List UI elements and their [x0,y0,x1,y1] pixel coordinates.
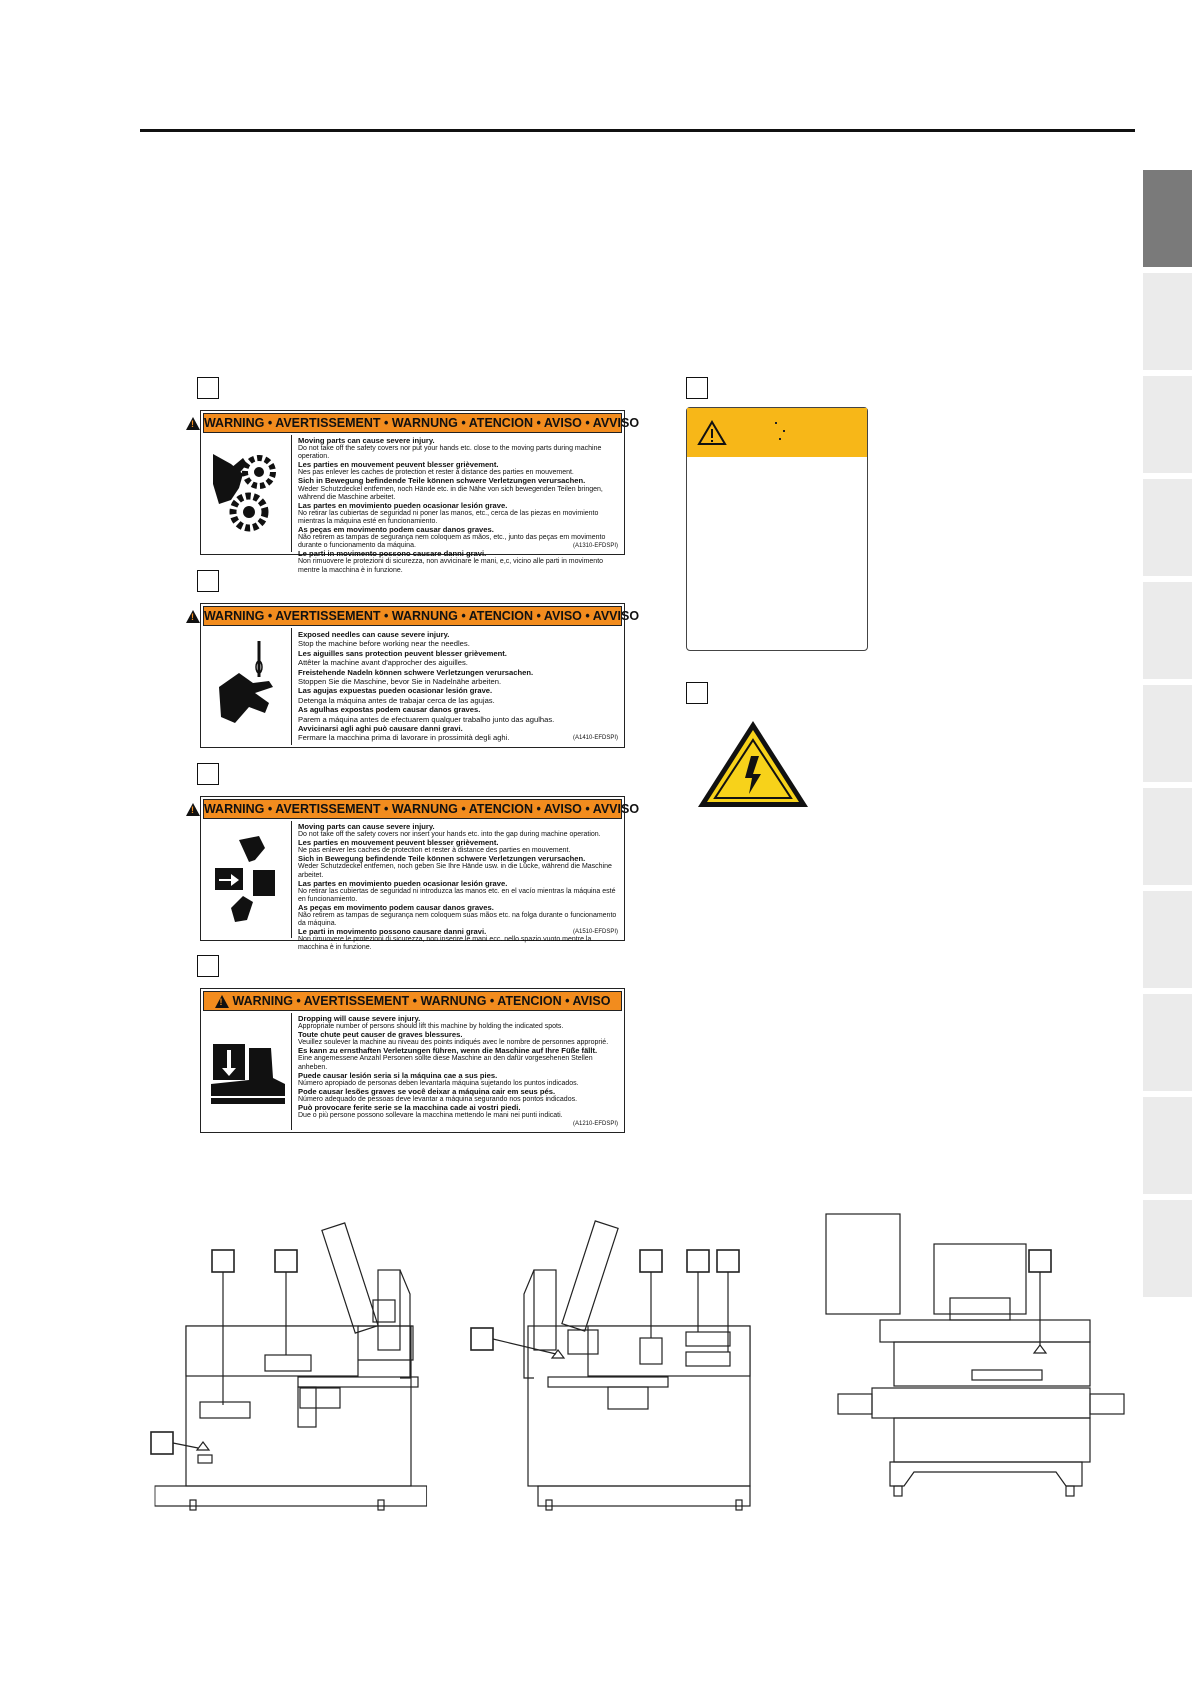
warning-triangle-icon [186,803,200,816]
warning-detail-line: Attêter la machine avant d'approcher des aiguilles. [298,658,468,668]
warning-detail-line: Nes pas enlever les caches de protection et rester à distance des parties en mouvement. [298,469,574,477]
warning-heading-line: Le parti in movimento possono causare danni gravi. [298,927,487,937]
warning-header [203,413,640,433]
side-tab-3[interactable] [1143,376,1192,473]
side-tab-7[interactable] [1143,788,1192,885]
warning-header [203,799,640,819]
warning-heading-line: As peças em movimento podem causar danos graves. [298,525,494,535]
label-code: (A1210-EFDSPI) [572,1120,618,1127]
header-rule [140,129,1135,132]
warning-text [298,822,620,952]
warning-heading-line: Las partes en movimiento pueden ocasionar lesión grave. [298,878,508,888]
label-number-box-4 [197,955,219,977]
warning-heading-line: Può provocare ferite serie se la macchina cade ai vostri piedi. [298,1103,521,1113]
warning-heading-line: Es kann zu ernsthaften Verletzungen führen, wenn die Maschine auf Ihre Füße fällt. [298,1046,598,1056]
label-number-box-2 [197,570,219,592]
warning-detail-line: Veuillez soulever la machine au niveau des points indiqués avec le nombre de personnes approprié. [298,1039,609,1047]
warning-triangle-icon [186,610,200,623]
warning-heading-line: Puede causar lesión seria si la máquina cae a sus pies. [298,1070,498,1080]
label-number-box-5 [686,377,708,399]
warning-detail-line: Número adequado de pessoas deve levantar a máquina segurando nos pontos indicados. [298,1095,578,1103]
warning-triangle-icon [215,995,229,1008]
label-code: (A1310-EFDSPI) [572,542,618,549]
side-tab-10[interactable] [1143,1097,1192,1194]
warning-label-moving-parts [200,410,640,574]
side-tab-2[interactable] [1143,273,1192,370]
warning-header [203,991,622,1011]
label-number-box-3 [197,763,219,785]
side-tab-4[interactable] [1143,479,1192,576]
warning-heading-line: Toute chute peut causer de graves blessures. [298,1030,463,1040]
caution-label [686,407,868,651]
warning-label-gap [200,796,640,952]
machine-front-diagram [820,1210,1130,1510]
warning-detail-line: Detenga la máquina antes de trabajar cerca de las agujas. [298,695,495,705]
warning-heading-line: Sich in Bewegung befindende Teile können schwere Verletzungen verursachen. [298,476,586,486]
warning-heading-line: As peças em movimento podem causar danos graves. [298,902,494,912]
warning-detail-line: Não retirem as tampas de segurança nem coloquem suas mãos etc. na folga durante o funcionamento da máquina. [298,912,617,928]
warning-heading-line: Les aiguilles sans protection peuvent blesser grièvement. [298,648,507,658]
hand-gears-icon [203,435,292,552]
warning-heading-line: Dropping will cause severe injury. [298,1014,421,1023]
hand-needle-icon [203,628,292,745]
warning-text [298,630,620,745]
warning-heading-line: Pode causar lesões graves se você deixar a máquina cair em seus pés. [298,1086,556,1096]
warning-heading-line: Exposed needles can cause severe injury. [298,630,450,639]
warning-heading-line: Moving parts can cause severe injury. [298,822,435,831]
warning-detail-line: Fermare la macchina prima di lavorare in prossimità degli aghi. [298,733,510,743]
side-tab-9[interactable] [1143,994,1192,1091]
caution-mark [775,422,777,424]
warning-detail-line: Ne pas enlever les caches de protection et rester à distance des parties en mouvement. [298,847,571,855]
warning-detail-line: Weder Schutzdeckel entfernen, noch geben Sie Ihre Hände usw. in die Lücke, während die Maschine arbeitet. [298,863,612,879]
side-tab-11[interactable] [1143,1200,1192,1297]
falling-load-foot-icon [203,1013,292,1130]
warning-heading-line: Las agujas expuestas pueden ocasionar lesión grave. [298,686,493,696]
warning-triangle-icon [186,417,200,430]
warning-heading-line: Le parti in movimento possono causare danni gravi. [298,549,487,559]
warning-detail-line: Non rimuovere le protezioni di sicurezza, non inserire le mani ecc. nello spazio vuoto mentre la macchina è in funzione. [298,936,592,952]
warning-detail-line: Stop the machine before working near the needles. [298,639,470,649]
warning-detail-line: Do not take off the safety covers nor insert your hands etc. into the gap during machine operation. [298,831,601,839]
warning-heading-line: Freistehende Nadeln können schwere Verletzungen verursachen. [298,667,534,677]
label-number-box-6 [686,682,708,704]
warning-detail-line: Appropriate number of persons should lift this machine by holding the indicated spots. [298,1023,564,1031]
warning-detail-line: Due o più persone possono sollevare la macchina mettendo le mani nei punti indicati. [298,1112,563,1120]
warning-detail-line: Stoppen Sie die Maschine, bevor Sie in Nadelnähe arbeiten. [298,677,502,687]
machine-right-side-diagram [468,1210,768,1510]
warning-header-text: WARNING • AVERTISSEMENT • WARNUNG • ATENCION • AVISO • AVVISO [203,802,640,816]
warning-detail-line: Número apropiado de personas deben levantarla máquina sujetando los puntos indicados. [298,1079,579,1087]
warning-heading-line: As agulhas expostas podem causar danos graves. [298,705,481,715]
warning-detail-line: Eine angemessene Anzahl Personen sollte diese Maschine an den dafür vorgesehenen Stellen anheben. [298,1055,593,1071]
warning-detail-line: No retirar las cubiertas de seguridad ni poner las manos, etc., cerca de las piezas en movimiento mientras la máquina esté en funcionamiento. [298,509,599,525]
machine-left-side-diagram [148,1210,448,1510]
warning-heading-line: Avvicinarsi agli aghi può causare danni gravi. [298,724,463,734]
warning-heading-line: Les parties en mouvement peuvent blesser grièvement. [298,838,499,848]
warning-header [203,606,640,626]
warning-detail-line: Não retirem as tampas de segurança nem coloquem as mãos, etc., junto das peças em movimento durante o funcionamento da máquina. [298,534,606,550]
warning-label-needles [200,603,640,748]
warning-detail-line: Weder Schutzdeckel entfernen, noch Hände etc. in die Nähe von sich bewegenden Teilen bringen, während die Maschine arbeitet. [298,485,603,501]
label-number-box-1 [197,377,219,399]
caution-triangle-icon [697,420,727,446]
warning-heading-line: Moving parts can cause severe injury. [298,436,435,445]
side-tab-1[interactable] [1143,170,1192,267]
side-tab-5[interactable] [1143,582,1192,679]
side-tab-6[interactable] [1143,685,1192,782]
warning-detail-line: Non rimuovere le protezioni di sicurezza, non avvicinare le mani, e,c, vicino alle parti in movimento mentre la macchina è in funzione. [298,558,604,574]
warning-heading-line: Sich in Bewegung befindende Teile können schwere Verletzungen verursachen. [298,854,586,864]
label-code: (A1410-EFDSPI) [572,734,618,741]
warning-label-dropping [200,988,625,1133]
warning-header-text: WARNING • AVERTISSEMENT • WARNUNG • ATENCION • AVISO • AVVISO [203,416,640,430]
warning-detail-line: Parem a máquina antes de efectuarem qualquer trabalho junto das agulhas. [298,714,555,724]
side-tab-8[interactable] [1143,891,1192,988]
warning-heading-line: Las partes en movimiento pueden ocasionar lesión grave. [298,500,508,510]
warning-text [298,436,620,574]
warning-header-text: WARNING • AVERTISSEMENT • WARNUNG • ATENCION • AVISO [232,994,611,1008]
warning-detail-line: Do not take off the safety covers nor put your hands etc. close to the moving parts during machine operation. [298,445,602,461]
warning-detail-line: No retirar las cubiertas de seguridad ni introduzca las manos etc. en el vacío mientras la máquina esté en funcionamiento. [298,887,616,903]
warning-heading-line: Les parties en mouvement peuvent blesser grièvement. [298,460,499,470]
high-voltage-icon [695,718,811,810]
caution-mark [779,438,781,440]
caution-mark [783,430,785,432]
label-code: (A1510-EFDSPI) [572,928,618,935]
hand-crush-icon [203,821,292,938]
warning-header-text: WARNING • AVERTISSEMENT • WARNUNG • ATENCION • AVISO • AVVISO [203,609,640,623]
warning-text [298,1015,620,1130]
